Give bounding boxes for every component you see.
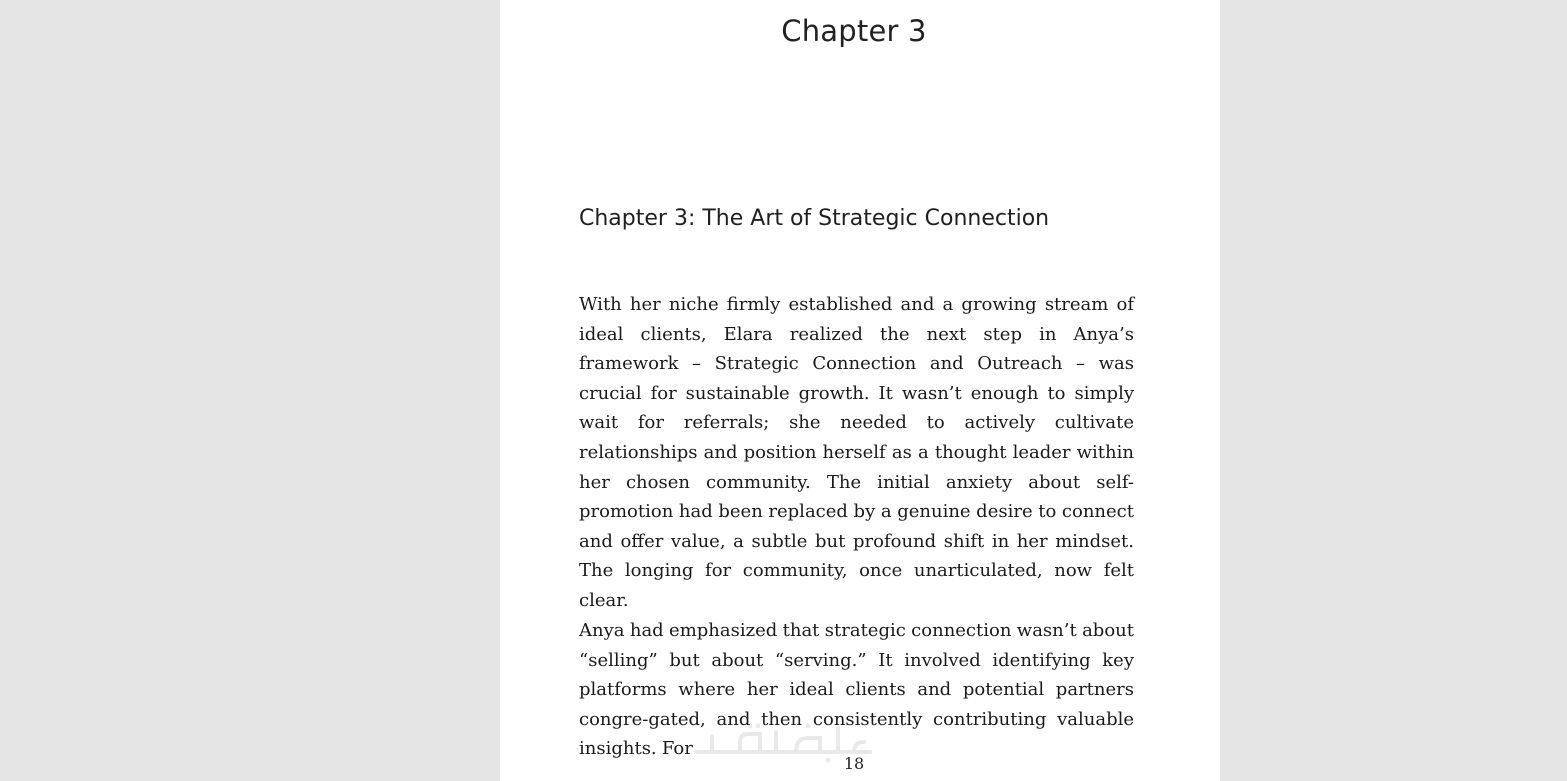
running-head: Chapter 3 (781, 14, 927, 48)
document-page[interactable] (500, 0, 1220, 781)
chapter-title: Chapter 3: The Art of Strategic Connection (579, 206, 1050, 231)
page-number: 18 (843, 754, 865, 773)
body-paragraph: Anya had emphasized that strategic connection wasn’t about “selling” but about “serving.” It involved identifying key platforms where her ideal clients and potential partners congre-gated, and then consistently contributing valuable insights. For (579, 620, 1134, 760)
body-paragraph: With her niche firmly established and a growing stream of ideal clients, Elara realized the next step in Anya’s framework – Strategic Connection and Outreach – was crucial for sustainable growth. It wasn’t enough to simply wait for referrals; she needed to actively cultivate relationships and position herself as a thought leader within her chosen community. The initial anxiety about self-promotion had been replaced by a genuine desire to connect and offer value, a subtle but profound shift in her mindset. The longing for community, once unarticulated, now felt clear. (579, 294, 1134, 611)
